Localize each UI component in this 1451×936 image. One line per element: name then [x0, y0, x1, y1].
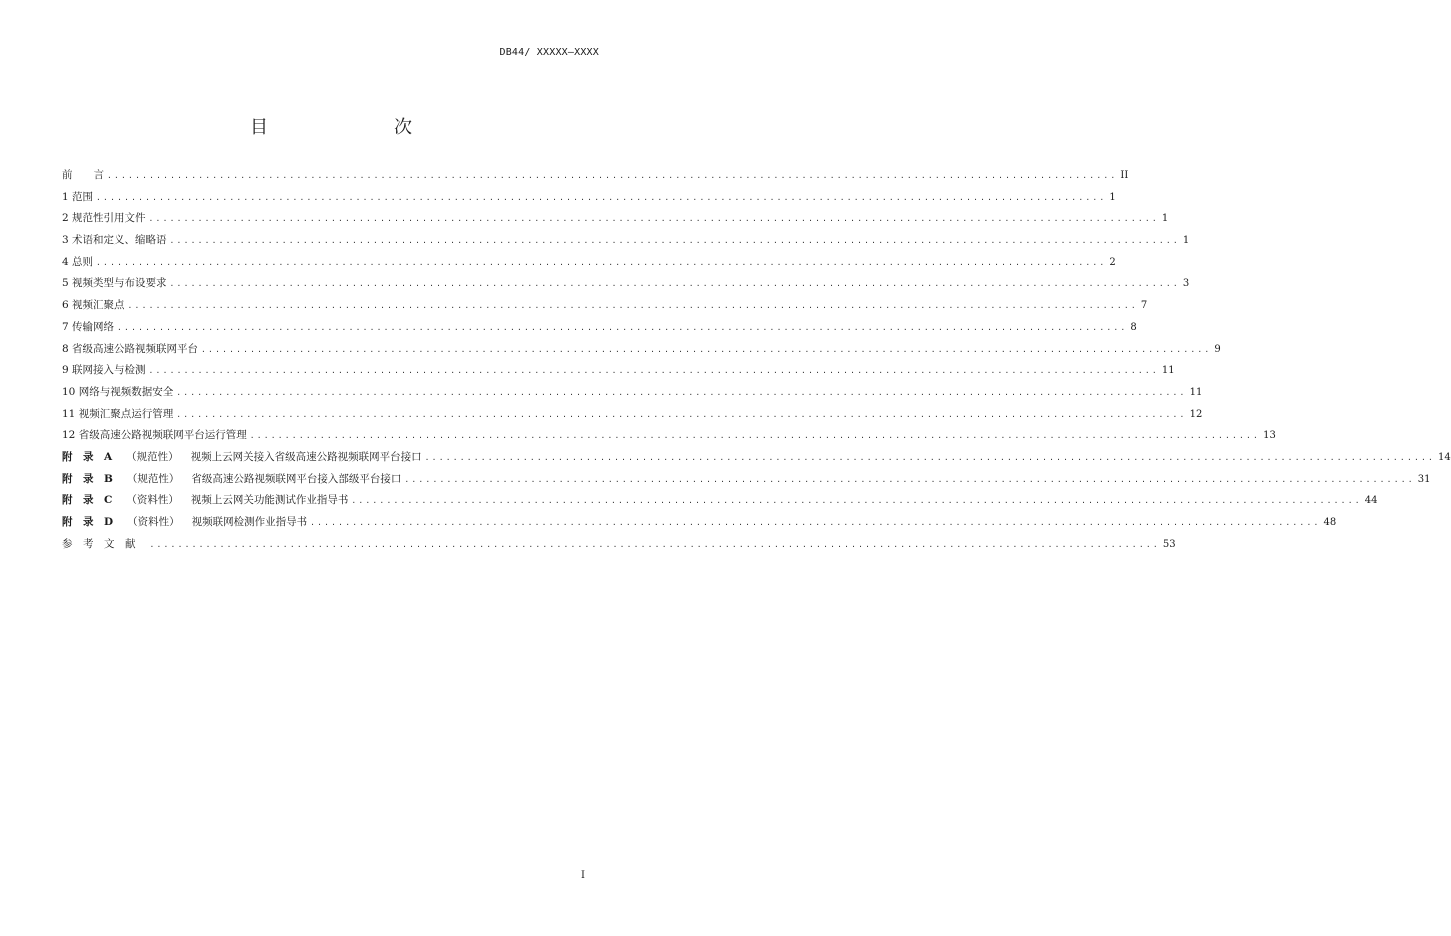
- leader-dots: ................................................................................................................................................: [351, 496, 1362, 506]
- toc-entry-appendix-d[interactable]: [62, 514, 1337, 536]
- toc-entry-page: 53: [1162, 538, 1176, 550]
- toc-entry-label: 7 传输网络: [62, 320, 115, 333]
- appendix-heading: 附 录 B: [62, 472, 113, 485]
- appendix-type: （资料性）: [126, 494, 179, 507]
- toc-entry-label: 5 视频类型与布设要求: [62, 277, 167, 290]
- toc-entry-page: II: [1120, 170, 1129, 181]
- toc-entry-label: [62, 449, 422, 464]
- toc-entry-label: 1 范围: [62, 190, 94, 203]
- toc-entry-page: 1: [1109, 191, 1116, 203]
- toc-entry-page: 11: [1189, 386, 1203, 398]
- appendix-title: 视频联网检测作业指导书: [191, 516, 308, 528]
- toc-entry-label: 参 考 文 献: [62, 537, 136, 550]
- toc-entry-page: 12: [1189, 408, 1203, 420]
- toc-entry-aggregation-point[interactable]: [62, 297, 1148, 319]
- toc-entry-page: 1: [1161, 213, 1169, 225]
- leader-dots: ................................................................................................................................................: [201, 344, 1212, 354]
- leader-dots: ................................................................................................................................................: [107, 171, 1118, 180]
- leader-dots: ................................................................................................................................................: [96, 192, 1107, 202]
- toc-entry-aggregation-operations[interactable]: [62, 406, 1203, 428]
- appendix-type: （规范性）: [126, 450, 179, 463]
- toc-entry-page: 44: [1364, 495, 1378, 507]
- toc-entry-scope[interactable]: [62, 189, 1116, 211]
- toc-entry-page: 7: [1140, 300, 1148, 312]
- leader-dots: ................................................................................................................................................: [169, 236, 1180, 246]
- toc-entry-page: 8: [1130, 321, 1137, 333]
- toc-entry-label: 8 省级高速公路视频联网平台: [62, 342, 199, 355]
- toc-entry-label: 4 总则: [62, 255, 94, 268]
- appendix-heading: 附 录 C: [62, 494, 113, 507]
- leader-dots: ................................................................................................................................................: [424, 452, 1436, 462]
- toc-entry-page: 31: [1417, 473, 1431, 485]
- toc-entry-normative-references[interactable]: [62, 210, 1169, 232]
- toc-entry-page: 3: [1182, 278, 1190, 290]
- toc-entry-label: 6 视频汇聚点: [62, 299, 125, 312]
- appendix-title: 视频上云网关功能测试作业指导书: [190, 494, 349, 507]
- toc-entry-page: 14: [1438, 451, 1451, 463]
- appendix-title: 省级高速公路视频联网平台接入部级平台接口: [191, 472, 402, 485]
- toc-entry-provincial-platform[interactable]: [62, 341, 1221, 363]
- toc-entry-page: 11: [1161, 365, 1175, 377]
- toc-entry-access-testing[interactable]: [62, 362, 1175, 384]
- appendix-type: （资料性）: [127, 516, 180, 528]
- toc-entry-label: [62, 471, 401, 486]
- leader-dots: ................................................................................................................................................: [117, 322, 1128, 332]
- toc-entry-terms[interactable]: [62, 232, 1190, 254]
- toc-entry-page: 1: [1182, 235, 1190, 247]
- appendix-type: （规范性）: [126, 472, 180, 485]
- toc-entry-platform-operations[interactable]: [62, 427, 1276, 449]
- toc-entry-label: 9 联网接入与检测: [62, 364, 146, 377]
- toc-entry-page: 9: [1214, 343, 1221, 355]
- table-of-contents: [62, 167, 1451, 557]
- leader-dots: ................................................................................................................................................: [310, 518, 1321, 527]
- toc-entry-page: 13: [1263, 430, 1276, 442]
- toc-entry-video-types[interactable]: [62, 275, 1190, 297]
- toc-entry-page: 2: [1109, 256, 1116, 268]
- toc-entry-references[interactable]: [62, 536, 1176, 558]
- document-code: DB44/ XXXXX—XXXX: [499, 47, 599, 58]
- leader-dots: ................................................................................................................................................: [149, 539, 1160, 549]
- appendix-heading: 附 录 D: [62, 516, 114, 528]
- toc-entry-security[interactable]: [62, 384, 1203, 406]
- toc-entry-appendix-a[interactable]: [62, 449, 1451, 471]
- page-title: 目 次: [250, 117, 442, 138]
- leader-dots: ................................................................................................................................................: [249, 431, 1261, 441]
- toc-entry-label: 10 网络与视频数据安全: [62, 385, 174, 398]
- toc-entry-label: 3 术语和定义、缩略语: [62, 234, 167, 247]
- leader-dots: ................................................................................................................................................: [148, 214, 1159, 224]
- toc-entry-transmission-network[interactable]: [62, 319, 1137, 341]
- toc-entry-label: [62, 514, 307, 529]
- toc-entry-label: 12 省级高速公路视频联网平台运行管理: [62, 429, 247, 442]
- toc-entry-foreword[interactable]: [62, 167, 1129, 189]
- appendix-heading: 附 录 A: [62, 450, 113, 463]
- appendix-title: 视频上云网关接入省级高速公路视频联网平台接口: [190, 450, 422, 463]
- toc-entry-label: 前 言: [62, 169, 104, 181]
- page-number: I: [581, 870, 585, 881]
- toc-entry-label: 11 视频汇聚点运行管理: [62, 407, 174, 420]
- leader-dots: ................................................................................................................................................: [176, 387, 1187, 397]
- toc-entry-label: 2 规范性引用文件: [62, 212, 146, 225]
- toc-entry-page: 48: [1323, 517, 1337, 528]
- leader-dots: ................................................................................................................................................: [127, 301, 1138, 311]
- toc-entry-label: [62, 492, 348, 507]
- leader-dots: ................................................................................................................................................: [96, 257, 1107, 267]
- leader-dots: ................................................................................................................................................: [404, 474, 1415, 484]
- toc-entry-general[interactable]: [62, 254, 1116, 276]
- leader-dots: ................................................................................................................................................: [169, 279, 1180, 289]
- leader-dots: ................................................................................................................................................: [176, 409, 1187, 419]
- leader-dots: ................................................................................................................................................: [148, 366, 1159, 376]
- toc-entry-appendix-c[interactable]: [62, 492, 1378, 514]
- toc-entry-appendix-b[interactable]: [62, 471, 1431, 493]
